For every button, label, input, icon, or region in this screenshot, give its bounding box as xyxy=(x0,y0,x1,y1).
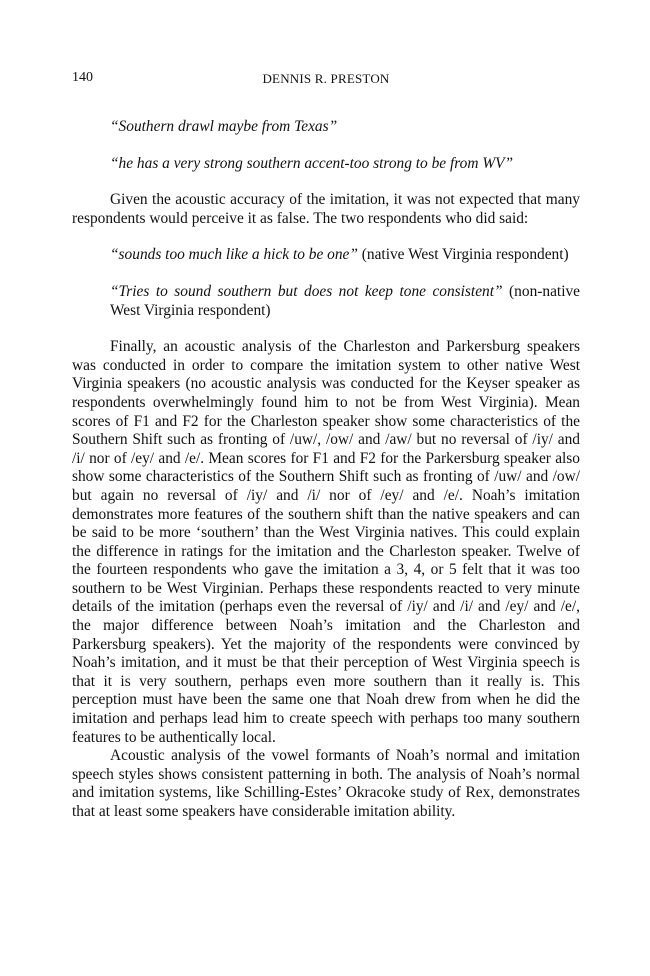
quote-southern-drawl: “Southern drawl maybe from Texas” xyxy=(110,118,338,135)
paragraph-acoustic-accuracy: Given the acoustic accuracy of the imitation, it was not expected that many respondents would perceive it as false. The two respondents who did said: xyxy=(72,191,580,227)
quote-tone-text: “Tries to sound southern but does not keep tone consistent” xyxy=(110,282,503,300)
quote-tone-note: (non-native West Virginia respondent) xyxy=(110,282,580,319)
page-number: 140 xyxy=(72,70,93,85)
running-head xyxy=(72,70,580,90)
quote-hick-note: (native West Virginia respondent) xyxy=(357,246,569,264)
author-header: DENNIS R. PRESTON xyxy=(262,71,390,86)
quote-hick-text: “sounds too much like a hick to be one” xyxy=(110,246,358,264)
paragraph-acoustic-analysis: Finally, an acoustic analysis of the Charleston and Parkersburg speakers was conducted in order to compare the imitation system to other native West Virginia speakers (no acoustic analysis was conducted for the Keyser speaker as respondents overwhelmingly found him to not be from West Virginia). Mean scores of F1 and F2 for the Charleston speaker show some characteristics of the Southern Shift such as fronting of /uw/, /ow/ and /aw/ but no reversal of /iy/ and /i/ nor of /ey/ and /e/. Mean scores for F1 and F2 for the Parkersburg speaker also show some characteristics of the Southern Shift such as fronting of /uw/ and /ow/ but again no reversal of /iy/ and /i/ nor of /ey/ and /e/. Noah’s imitation demonstrates more features of the southern shift than the native speakers and can be said to be more ‘southern’ than the West Virginia natives. This could explain the difference in ratings for the imitation and the Charleston speaker. Twelve of the fourteen respondents who gave the imitation a 3, 4, or 5 felt that it was too southern to be West Virginian. Perhaps these respondents reacted to very minute details of the imitation (perhaps even the reversal of /iy/ and /i/ and /ey/ and /e/, the major difference between Noah’s imitation and the Charleston and Parkersburg speakers). Yet the majority of the respondents were convinced by Noah’s imitation, and it must be that their perception of West Virginia speech is that it is very southern, perhaps even more southern than it really is. This perception must have been the same one that Noah drew from when he did the imitation and perhaps lead him to create speech with perhaps too many southern features to be authentically local. xyxy=(72,338,580,746)
paragraph-vowel-formants: Acoustic analysis of the vowel formants of Noah’s normal and imitation speech styles shows consistent patterning in both. The analysis of Noah’s normal and imitation systems, like Schilling-Estes’ Okracoke study of Rex, demonstrates that at least some speakers have considerable imitation ability. xyxy=(72,747,580,820)
quote-tone-consistent xyxy=(110,283,580,320)
body-text xyxy=(72,118,580,822)
quote-strong-accent: “he has a very strong southern accent-too strong to be from WV” xyxy=(110,154,514,172)
quote-hick xyxy=(110,246,580,265)
